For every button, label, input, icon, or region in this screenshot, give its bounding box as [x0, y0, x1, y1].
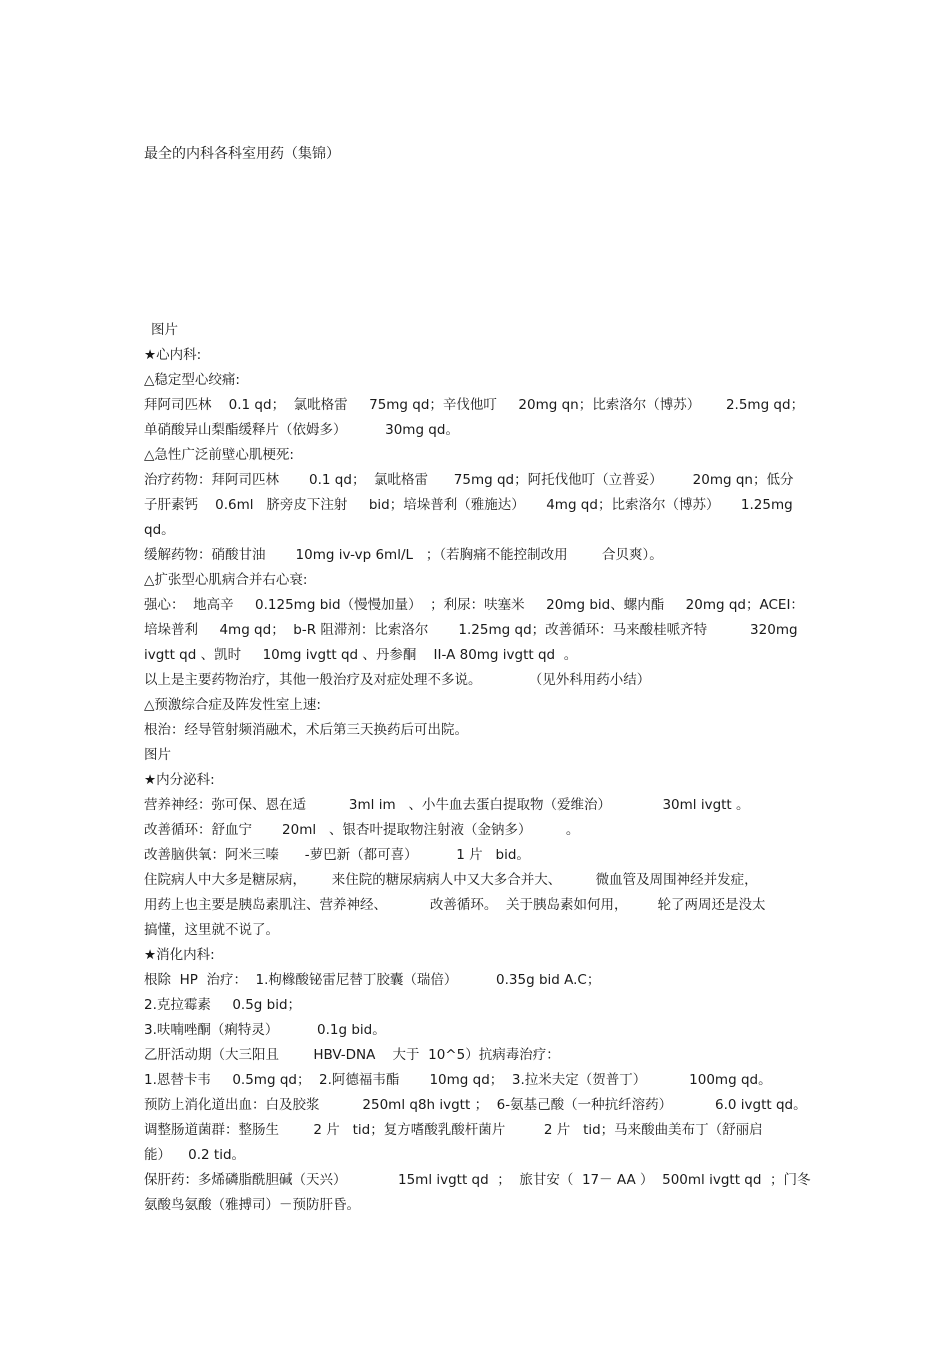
text-line: 以上是主要药物治疗，其他一般治疗及对症处理不多说。 （见外科用药小结） [144, 672, 651, 688]
text-line: 单硝酸异山梨酯缓释片（依姆多） 30mg qd。 [144, 422, 459, 438]
text-line: 住院病人中大多是糖尿病， 来住院的糖尿病病人中又大多合并大、 微血管及周围神经并发症， [144, 872, 758, 888]
text-line: 强心： 地高辛 0.125mg bid（慢慢加量） ；利尿：呋塞米 20mg bid、螺内酯 20mg qd；ACEI： [144, 597, 804, 613]
text-line: 缓解药物：硝酸甘油 10mg iv-vp 6ml/L ；（若胸痛不能控制改用 合贝爽）。 [144, 547, 663, 563]
text-line: 培垛普利 4mg qd； b-R 阻滞剂：比索洛尔 1.25mg qd；改善循环：马来酸桂哌齐特 320mg [144, 622, 798, 638]
text-line: 图片 [144, 747, 171, 763]
text-line: 预防上消化道出血：白及胶浆 250ml q8h ivgtt ； 6-氨基己酸（一种抗纤溶药） 6.0 ivgtt qd。 [144, 1097, 807, 1113]
text-line: ivgtt qd 、凯时 10mg ivgtt qd 、丹参酮 II-A 80mg ivgtt qd 。 [144, 647, 578, 663]
text-line: 图片 [151, 322, 178, 338]
text-line: 调整肠道菌群：整肠生 2 片 tid；复方嗜酸乳酸杆菌片 2 片 tid；马来酸曲美布丁（舒丽启 [144, 1122, 763, 1138]
text-line: 搞懂，这里就不说了。 [144, 922, 279, 938]
text-line: ★消化内科: [144, 947, 215, 963]
text-line: 子肝素钙 0.6ml 脐旁皮下注射 bid；培垛普利（雅施达） 4mg qd；比索洛尔（博苏） 1.25mg [144, 497, 793, 513]
text-line: 营养神经：弥可保、恩在适 3ml im 、小牛血去蛋白提取物（爱维治） 30ml ivgtt 。 [144, 797, 750, 813]
text-line: 1.恩替卡韦 0.5mg qd； 2.阿德福韦酯 10mg qd； 3.拉米夫定（贺普丁） 100mg qd。 [144, 1072, 772, 1088]
text-line: △急性广泛前壁心肌梗死: [144, 447, 294, 463]
text-line: 用药上也主要是胰岛素肌注、营养神经、 改善循环。 关于胰岛素如何用， 轮了两周还是没太 [144, 897, 766, 913]
text-line: 乙肝活动期（大三阳且 HBV-DNA 大于 10^5）抗病毒治疗： [144, 1047, 560, 1063]
text-line: 能） 0.2 tid。 [144, 1147, 246, 1163]
text-line: △扩张型心肌病合并右心衰: [144, 572, 308, 588]
document-body [144, 318, 814, 1218]
text-line: 氨酸鸟氨酸（雅搏司）－预防肝昏。 [144, 1197, 360, 1213]
text-line: 根除 HP 治疗： 1.枸橼酸铋雷尼替丁胶囊（瑞倍） 0.35g bid A.C； [144, 972, 601, 988]
text-line: 2.克拉霉素 0.5g bid； [144, 997, 302, 1013]
text-line: △稳定型心绞痛: [144, 372, 240, 388]
text-line: 根治：经导管射频消融术，术后第三天换药后可出院。 [144, 722, 468, 738]
text-line: 改善循环：舒血宁 20ml 、银杏叶提取物注射液（金钠多） 。 [144, 822, 580, 838]
document-title: 最全的内科各科室用药（集锦） [144, 146, 340, 162]
text-line: ★心内科: [144, 347, 202, 363]
text-line: 保肝药：多烯磷脂酰胆碱（天兴） 15ml ivgtt qd ； 旅甘安（ 17－ AA ） 500ml ivgtt qd ；门冬 [144, 1172, 811, 1188]
text-line: qd。 [144, 522, 175, 538]
text-line: 改善脑供氧：阿米三嗪 -萝巴新（都可喜） 1 片 bid。 [144, 847, 530, 863]
text-line: 拜阿司匹林 0.1 qd； 氯吡格雷 75mg qd；辛伐他叮 20mg qn；比索洛尔（博苏） 2.5mg qd； [144, 397, 805, 413]
text-line: 治疗药物：拜阿司匹林 0.1 qd； 氯吡格雷 75mg qd；阿托伐他叮（立普妥） 20mg qn；低分 [144, 472, 794, 488]
text-line: ★内分泌科: [144, 772, 215, 788]
text-line: 3.呋喃唑酮（痢特灵） 0.1g bid。 [144, 1022, 386, 1038]
text-line: △预激综合症及阵发性室上速: [144, 697, 321, 713]
